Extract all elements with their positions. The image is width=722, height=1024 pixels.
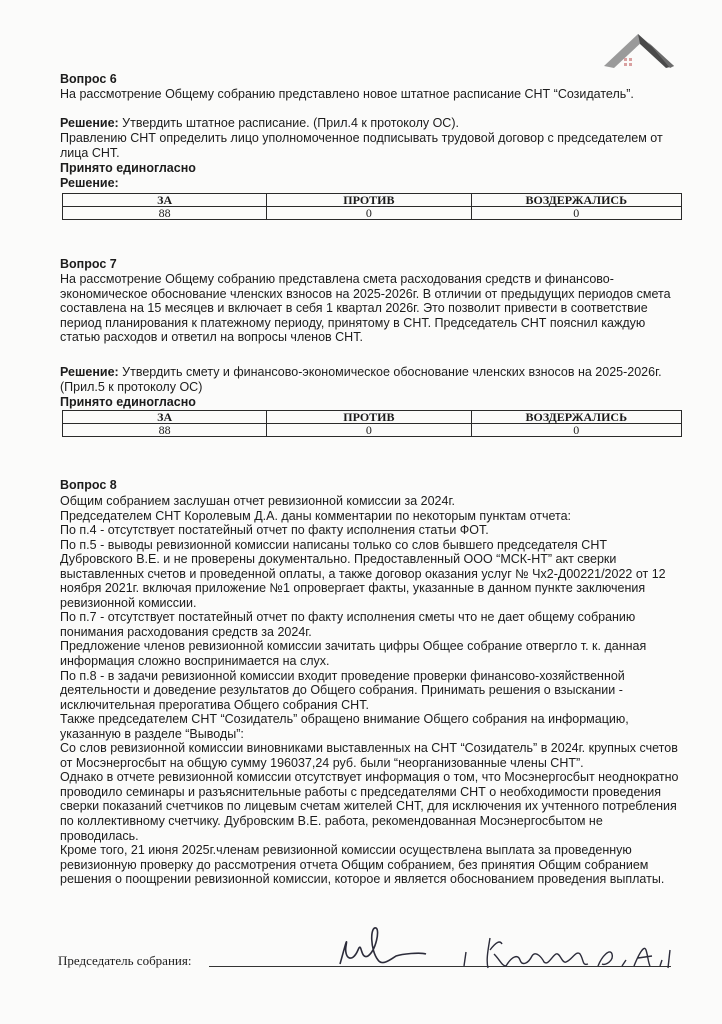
question-8-title: Вопрос 8	[60, 478, 117, 492]
question-7-title: Вопрос 7	[60, 257, 117, 271]
question-6-decision	[60, 116, 682, 131]
value-for: 88	[63, 424, 267, 437]
question-6-decision-more: Правлению СНТ определить лицо уполномоченное подписывать трудовой договор с председателем от лица СНТ.	[60, 131, 663, 160]
signature-label: Председатель собрания:	[58, 953, 192, 968]
vote-table-q7	[62, 410, 682, 437]
vote-values-row	[63, 207, 682, 220]
question-7-accepted: Принято единогласно	[60, 395, 196, 409]
value-against: 0	[267, 424, 471, 437]
question-6-intro: На рассмотрение Общему собранию представлено новое штатное расписание СНТ “Созидатель”.	[60, 87, 634, 101]
value-abstain: 0	[471, 207, 681, 220]
vote-header-row	[63, 194, 682, 207]
decision-text: Утвердить штатное расписание. (Прил.4 к протоколу ОС).	[118, 116, 459, 130]
question-7-decision	[60, 365, 682, 394]
header-for: ЗА	[63, 411, 267, 424]
question-8-body: Общим собранием заслушан отчет ревизионной комиссии за 2024г. Председателем СНТ Королевым Д.А. даны комментарии по некоторым пунктам отчета: По п.4 - отсутствует постатейный отчет по факту исполнения статьи ФОТ. По п.5 - выводы ревизионной комиссии написаны только со слов бывшего председателя СНТ Дубровского В.Е. и не проверены документально. Предоставленный ООО “МСК-НТ” акт сверки выставленных счетов и проведенной оплаты, а также договор оказания услуг № Чх2-Д00221/2022 от 12 ноября 2021г. включая приложение №1 опровергает факты, указанные в данном пункте заключения ревизионной комиссии. По п.7 - отсутствует постатейный отчет по факту исполнения сметы что не дает общему собранию понимания расходования средств за 2024г. Предложение членов ревизионной комиссии зачитать цифры Общее собрание отвергло т. к. данная информация сложно воспринимается на слух. По п.8 - в задачи ревизионной комиссии входит проведение проверки финансово-хозяйственной деятельности и доведение результатов до Общего собрания. Принимать решения о взыскании - исключительная прерогатива Общего собрания СНТ. Также председателем СНТ “Созидатель” обращено внимание Общего собрания на информацию, указанную в разделе “Выводы”: Со слов ревизионной комиссии виновниками выставленных на СНТ “Созидатель” в 2024г. крупных счетов от Мосэнергосбыт на общую сумму 196037,24 руб. были “неорганизованные члены СНТ”. Однако в отчете ревизионной комиссии отсутствует информация о том, что Мосэнергосбыт неоднократно проводило семинары и разъяснительные работы с председателями СНТ о необходимости проведения сверки показаний счетчиков по лицевым счетам жителей СНТ, для исключения их учтенного потребления по коллективному счетчику. Дубровским В.Е. работа, рекомендованная Мосэнергосбытом не проводилась. Кроме того, 21 июня 2025г.членам ревизионной комиссии осуществлена выплата за проведенную ревизионную проверку до рассмотрения отчета Общим собранием, без принятия Общим собранием решения о поощрении ревизионной комиссии, которое и является обоснованием проведения выплаты.	[60, 494, 679, 887]
question-6-title: Вопрос 6	[60, 72, 117, 86]
decision-label: Решение:	[60, 116, 119, 130]
header-abstain: ВОЗДЕРЖАЛИСЬ	[471, 194, 681, 207]
header-for: ЗА	[63, 194, 267, 207]
vote-values-row	[63, 424, 682, 437]
value-abstain: 0	[471, 424, 681, 437]
vote-header-row	[63, 411, 682, 424]
decision-label: Решение:	[60, 365, 119, 379]
header-against: ПРОТИВ	[267, 411, 471, 424]
vote-table-q6	[62, 193, 682, 220]
question-7-intro: На рассмотрение Общему собранию представлена смета расходования средств и финансово-экономическое обоснование членских взносов на 2025-2026г. В отличии от предыдущих периодов смета составлена на 15 месяцев и включает в себя 1 квартал 2026г. Это позволит привести в соответствие период планирования к платежному периоду, принятому в СНТ. Председатель СНТ пояснил каждую статью расходов и ответил на вопросы членов СНТ.	[60, 272, 671, 345]
decision-text: Утвердить смету и финансово-экономическое обоснование членских взносов на 2025-2026г. (Прил.5 к протоколу ОС)	[60, 365, 662, 394]
value-against: 0	[267, 207, 471, 220]
value-for: 88	[63, 207, 267, 220]
question-6-decision2: Решение:	[60, 176, 119, 190]
question-6-accepted: Принято единогласно	[60, 161, 196, 175]
header-abstain: ВОЗДЕРЖАЛИСЬ	[471, 411, 681, 424]
handwritten-signature	[330, 920, 680, 980]
header-against: ПРОТИВ	[267, 194, 471, 207]
